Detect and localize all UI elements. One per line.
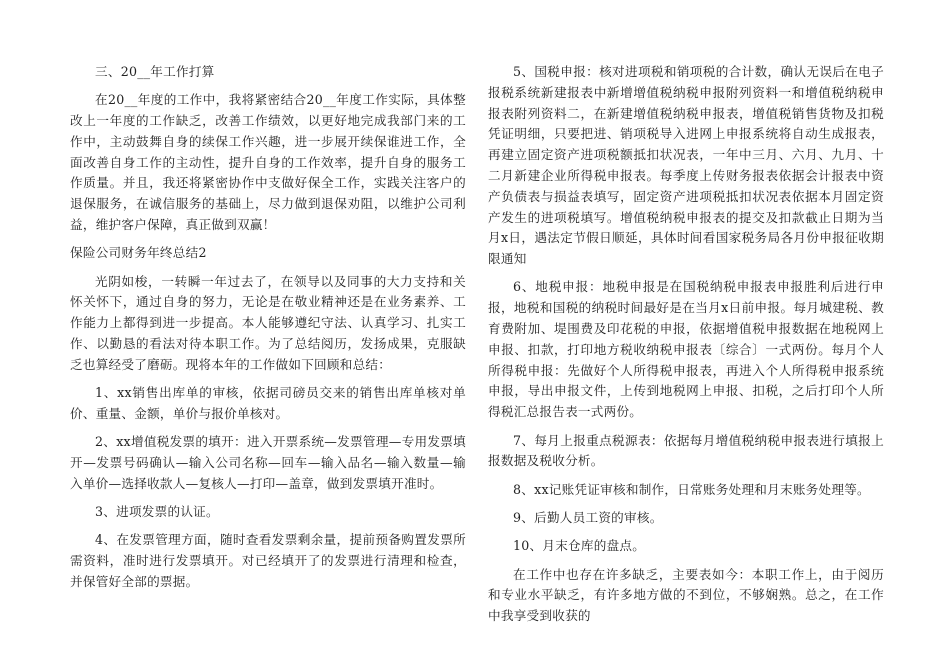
list-item: 3、进项发票的认证。 <box>95 504 219 520</box>
plan-paragraph: 在20__年度的工作中，我将紧密结合20__年度工作实际，具体整改上一年度的工作缺乏，改善工作绩效，以更好地完成我部门来的工作中，主动鼓舞自身的续保工作兴趣，进一步展开续保谁进工作，全面改善自身工作的主动性，提升自身的工作效率，提升自身的服务工作质量。并且，我还将紧密协作中支做好保全工作，实践关注客户的退保服务，在诚信服务的基础上，尽力做到退保劝阻，以维护公司利益，维护客户保障，真正做到双赢！ <box>70 92 466 233</box>
list-item: 8、xx记账凭证审核和制作，日常账务处理和月末账务处理等。 <box>513 481 870 497</box>
intro-paragraph: 光阴如梭，一转瞬一年过去了，在领导以及同事的大力支持和关怀关怀下，通过自身的努力，无论是在敬业精神还是在业务素养、工作能力上都得到进一步提高。本人能够遵纪守法、认真学习、扎实工作、以勤恳的看法对待本职工作。为了总结阅历，发扬成果，克服缺乏也算经受了磨砺。现将本年的工作做如下回顾和总结： <box>70 273 466 372</box>
list-item: 7、每月上报重点税源表：依据每月增值税纳税申报表进行填报上报数据及税收分析。 <box>488 432 884 469</box>
closing-paragraph: 在工作中也存在许多缺乏，主要表如今：本职工作上，由于阅历和专业水平缺乏，有许多地方做的不到位，不够娴熟。总之，在工作中我享受到收获的 <box>488 566 884 624</box>
list-item: 5、国税申报：核对进项税和销项税的合计数，确认无误后在电子报税系统新建报表中新增增值税纳税申报附列资料一和增值税纳税申报表附列资料二，在新建增值税纳税申报表，增值税销售货物及扣税凭证明细，只要把进、销项税导入进网上申报系统将自动生成报表，再建立固定资产进项税额抵扣状况表，一年中三月、六月、九月、十二月新建企业所得税申报表。每季度上传财务报表依据会计报表中资产负债表与损益表填写，固定资产进项税抵扣状况表依据本月固定资产发生的进项税填写。增值税纳税申报表的提交及扣款截止日期为当月x日，遇法定节假日顺延，具体时间看国家税务局各月份申报征收期限通知 <box>488 64 884 267</box>
list-item: 10、月末仓库的盘点。 <box>513 538 646 554</box>
list-item: 1、xx销售出库单的审核，依据司磅员交来的销售出库单核对单价、重量、金额，单价与报价单核对。 <box>70 385 466 421</box>
list-item: 9、后勤人员工资的审核。 <box>513 509 663 525</box>
list-item: 6、地税申报：地税申报是在国税纳税申报表申报胜利后进行申报，地税和国税的纳税时间最好是在当月x日前申报。每月城建税、教育费附加、堤围费及印花税的申报，依据增值税申报数据在地税网上申报、扣款，打印地方税收纳税申报表〔综合〕一式两份。每月个人所得税申报：先做好个人所得税申报表，再进入个人所得税申报系统申报，导出申报文件，上传到地税网上申报、扣税，之后打印个人所得税汇总报告表一式两份。 <box>488 279 884 420</box>
list-item: 2、xx增值税发票的填开：进入开票系统—发票管理—专用发票填开—发票号码确认—输入公司名称—回车—输入品名—输入数量—输入单价—选择收款人—复核人—打印—盖章，做到发票填开准时。 <box>70 434 466 491</box>
section-heading: 三、20__年工作打算 <box>95 64 215 79</box>
right-column <box>488 62 884 634</box>
doc-title: 保险公司财务年终总结2 <box>70 245 207 261</box>
list-item: 4、在发票管理方面，随时查看发票剩余量，提前预备购置发票所需资料，准时进行发票填开。对已经填开了的发票进行清理和检查，并保管好全部的票据。 <box>70 532 466 590</box>
left-column <box>70 62 466 600</box>
